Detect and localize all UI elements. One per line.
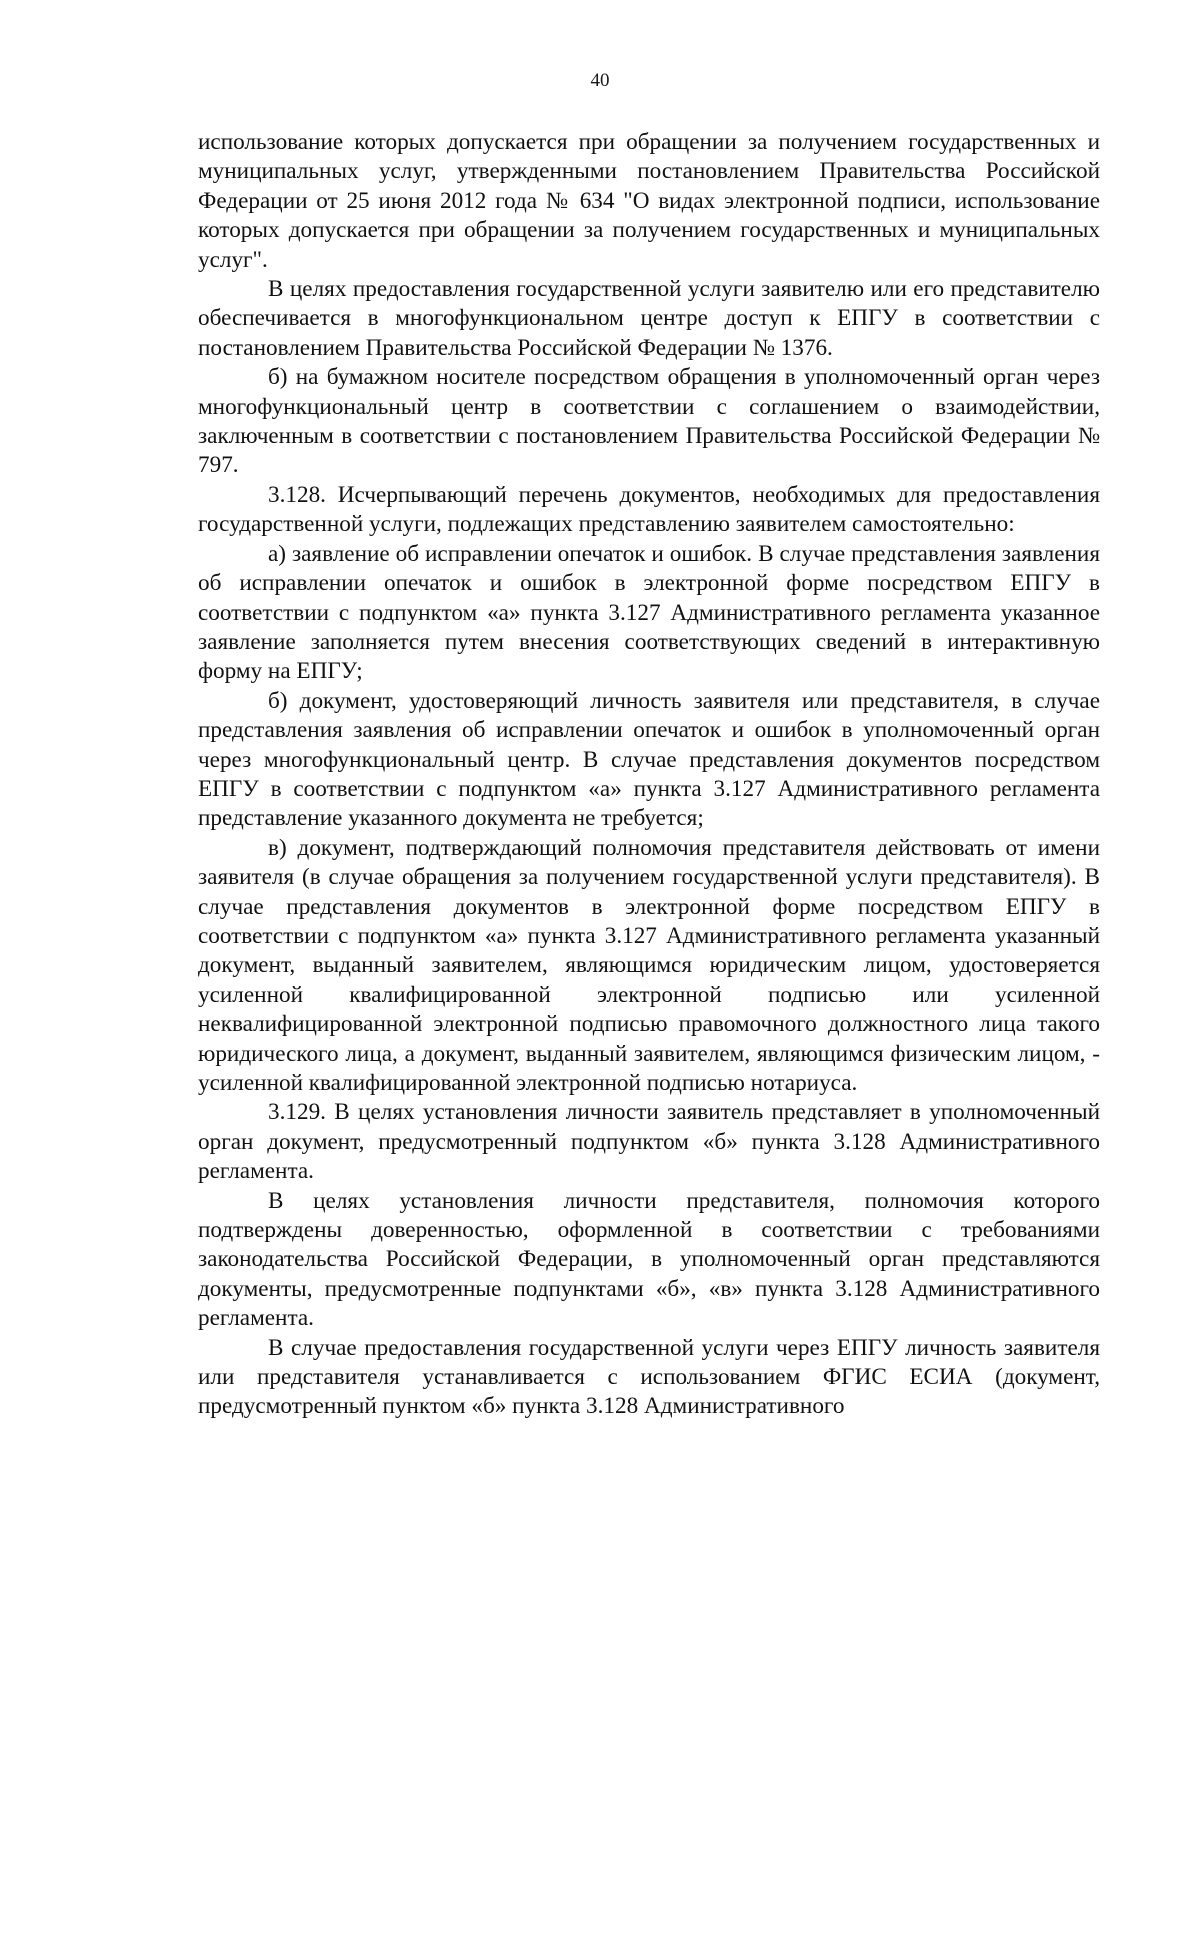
paragraph-1: использование которых допускается при обращении за получением государственных и муниципальных услуг, утвержденными постановлением Правительства Российской Федерации от 25 июня 2012 года № 634 "О видах электронной подписи, использование которых допускается при обращении за получением государственных и муниципальных услуг". xyxy=(198,129,1100,273)
paragraph-6: б) документ, удостоверяющий личность заявителя или представителя, в случае представления заявления об исправлении опечаток и ошибок в уполномоченный орган через многофункциональный центр. В случае представления документов посредством ЕПГУ в соответствии с подпунктом «а» пункта 3.127 Административного регламента представление указанного документа не требуется; xyxy=(198,687,1100,832)
page-number: 40 xyxy=(590,70,610,91)
paragraph-10: В случае предоставления государственной услуги через ЕПГУ личность заявителя или представителя устанавливается с использованием ФГИС ЕСИА (документ, предусмотренный пунктом «б» пункта 3.128 Административного xyxy=(198,1334,1100,1420)
paragraph-7: в) документ, подтверждающий полномочия представителя действовать от имени заявителя (в случае обращения за получением государственной услуги представителя). В случае представления документов в электронной форме посредством ЕПГУ в соответствии с подпунктом «а» пункта 3.127 Административного регламента указанный документ, выданный заявителем, являющимся юридическим лицом, удостоверяется усиленной квалифицированной электронной подписью или усиленной неквалифицированной электронной подписью правомочного должностного лица такого юридического лица, а документ, выданный заявителем, являющимся физическим лицом, - усиленной квалифицированной электронной подписью нотариуса. xyxy=(198,834,1100,1096)
document-body xyxy=(198,128,1100,1422)
paragraph-8: 3.129. В целях установления личности заявитель представляет в уполномоченный орган документ, предусмотренный подпунктом «б» пункта 3.128 Административного регламента. xyxy=(198,1099,1100,1185)
paragraph-2: В целях предоставления государственной услуги заявителю или его представителю обеспечивается в многофункциональном центре доступ к ЕПГУ в соответствии с постановлением Правительства Российской Федерации № 1376. xyxy=(198,276,1100,361)
paragraph-5: а) заявление об исправлении опечаток и ошибок. В случае представления заявления об исправлении опечаток и ошибок в электронной форме посредством ЕПГУ в соответствии с подпунктом «а» пункта 3.127 Административного регламента указанное заявление заполняется путем внесения соответствующих сведений в интерактивную форму на ЕПГУ; xyxy=(198,540,1100,685)
paragraph-4: 3.128. Исчерпывающий перечень документов, необходимых для предоставления государственной услуги, подлежащих представлению заявителем самостоятельно: xyxy=(198,481,1100,538)
paragraph-3: б) на бумажном носителе посредством обращения в уполномоченный орган через многофункциональный центр в соответствии с соглашением о взаимодействии, заключенным в соответствии с постановлением Правительства Российской Федерации № 797. xyxy=(198,364,1100,479)
paragraph-9: В целях установления личности представителя, полномочия которого подтверждены доверенностью, оформленной в соответствии с требованиями законодательства Российской Федерации, в уполномоченный орган представляются документы, предусмотренные подпунктами «б», «в» пункта 3.128 Административного регламента. xyxy=(198,1187,1100,1332)
